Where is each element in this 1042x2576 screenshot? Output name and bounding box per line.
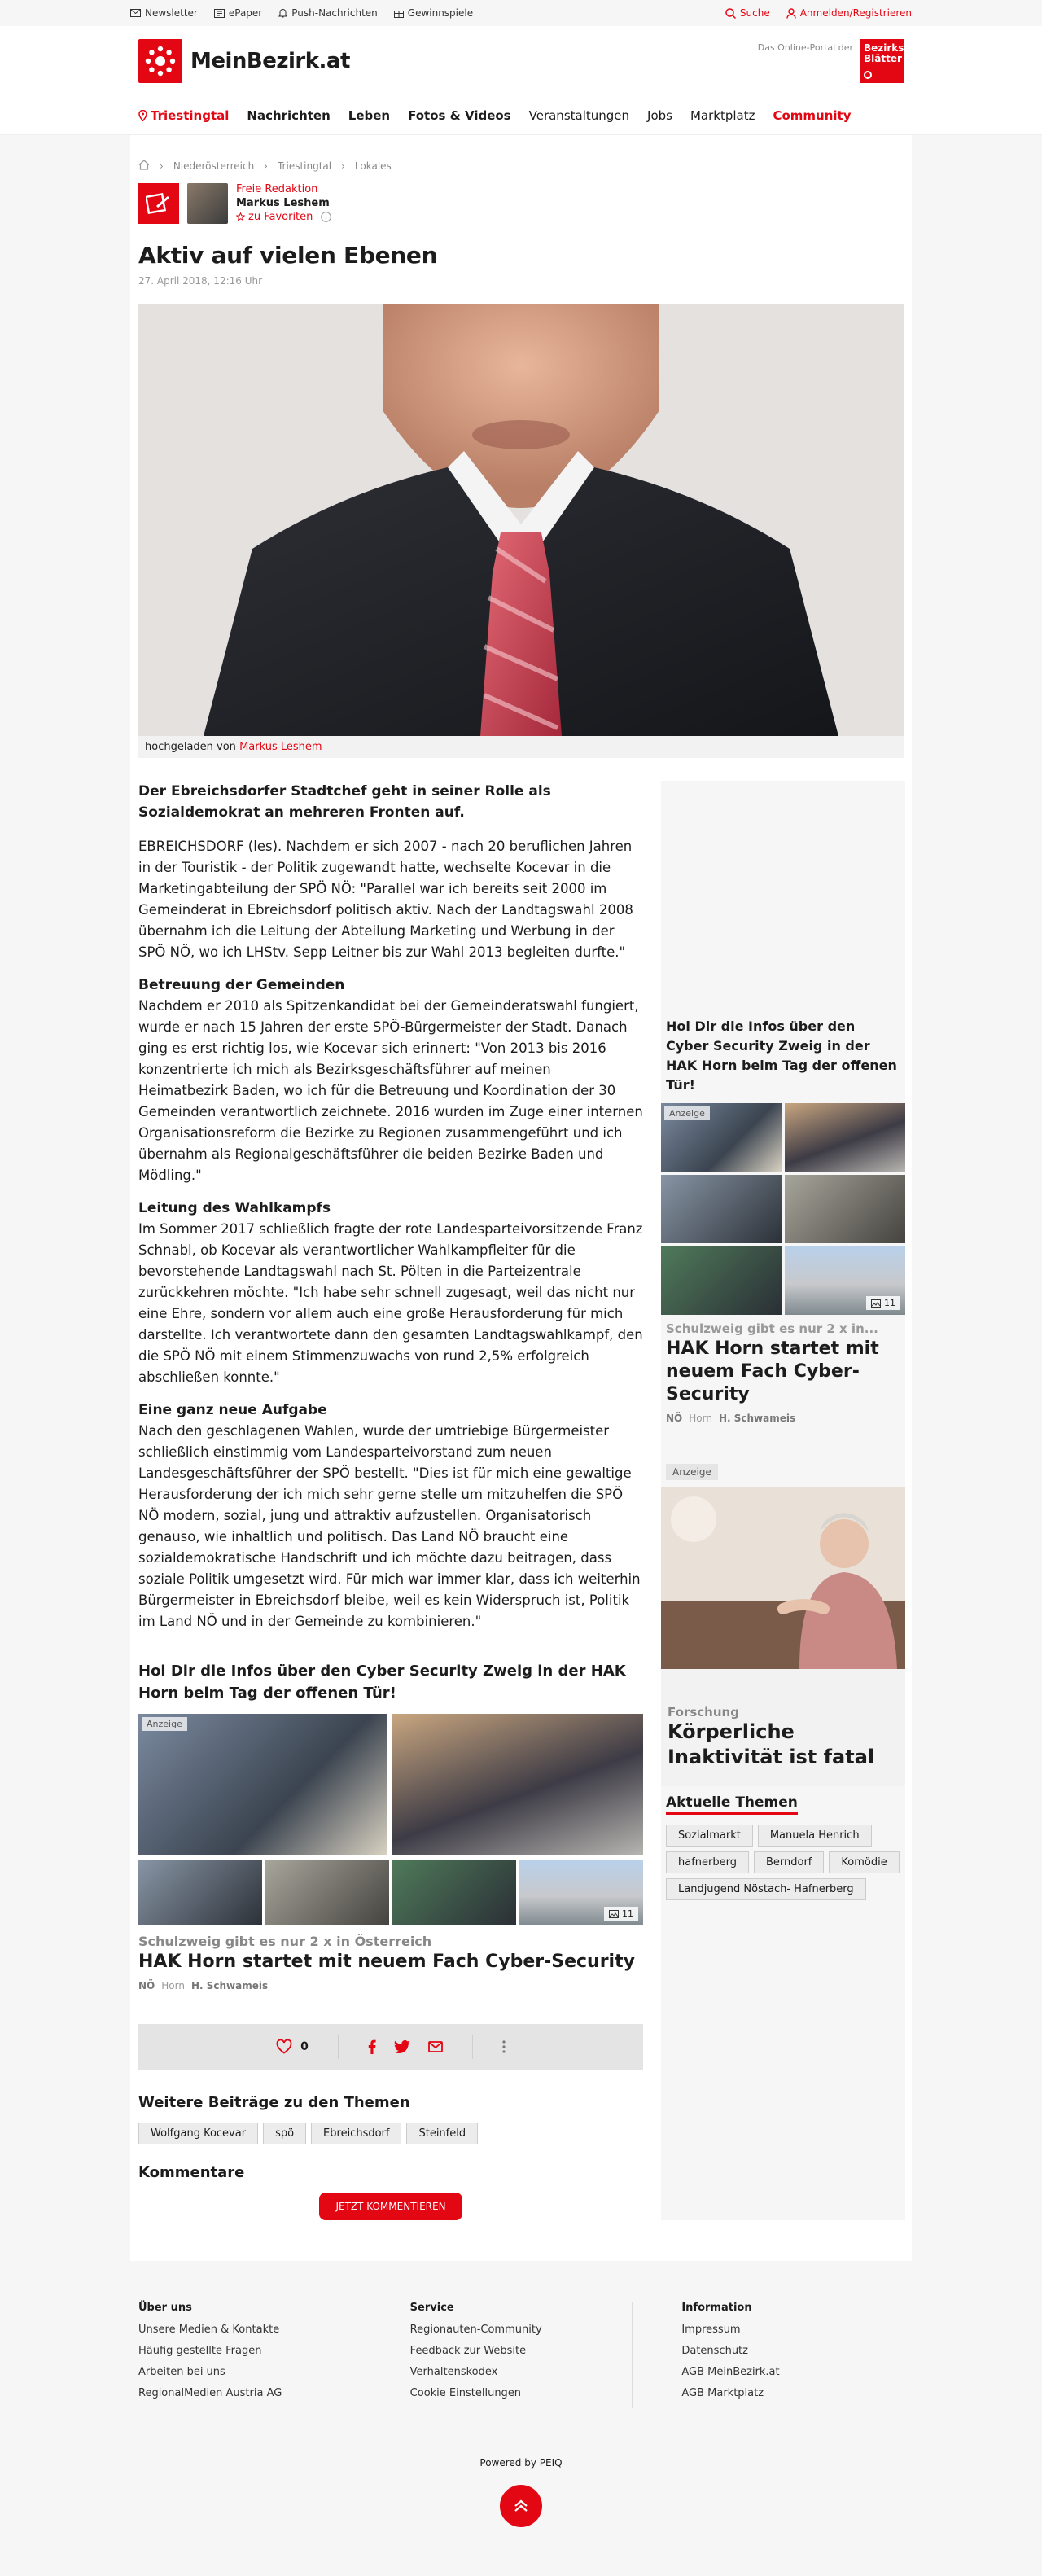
anzeige-badge: Anzeige <box>666 1464 718 1480</box>
nav-item-fotos-videos[interactable]: Fotos & Videos <box>408 108 511 123</box>
gallery-image[interactable] <box>265 1860 389 1925</box>
heart-icon <box>276 2039 292 2054</box>
teaser-author[interactable]: H. Schwameis <box>718 1413 796 1424</box>
gallery-image[interactable] <box>785 1103 905 1172</box>
footer-link[interactable]: Datenschutz <box>681 2345 748 2357</box>
powered-by[interactable]: Powered by PEIQ <box>479 2457 563 2469</box>
teaser-meta <box>138 1980 643 1991</box>
site-footer <box>130 2261 912 2425</box>
gallery-image[interactable] <box>661 1175 782 1243</box>
image-count: 11 <box>622 1908 633 1919</box>
sidebar-ad-slot <box>661 781 905 1017</box>
topic-tag[interactable]: Landjugend Nöstach- Hafnerberg <box>666 1878 866 1900</box>
sponsored-teaser[interactable] <box>138 1660 643 1991</box>
like-button[interactable] <box>247 2035 339 2059</box>
push-link[interactable] <box>278 7 378 19</box>
author-name[interactable]: Markus Leshem <box>236 197 330 209</box>
footer-link[interactable]: Feedback zur Website <box>409 2345 527 2357</box>
teaser-author[interactable]: H. Schwameis <box>190 1980 269 1991</box>
article-page <box>130 135 912 2261</box>
author-org[interactable]: Freie Redaktion <box>236 183 318 195</box>
logo-text: MeinBezirk.at <box>190 49 350 73</box>
nav-item-veranstaltungen[interactable]: Veranstaltungen <box>528 108 630 123</box>
epaper-link[interactable] <box>214 7 262 19</box>
action-bar <box>138 2024 643 2070</box>
footer-heading: Service <box>409 2302 454 2314</box>
article-paragraph: Nach den geschlagenen Wahlen, wurde der umtriebige Bürgermeister schließlich einstimmig vom Landesparteivorstand zum neuen Landesgeschäftsführer der SPÖ bestellt. "Dies ist für mich eine gewaltige Herausforderung der ich mich sehr gerne stelle um mitzuhelfen die SPÖ NÖ modern, sozial, jung und attraktiv aufzustellen. Organisatorisch genauso, wie inhaltlich und politisch. Das Land NÖ braucht eine sozialdemokratische Handschrift und ich möchte dazu beitragen, dass soziale Politik umgesetzt wird. Für mich war immer klar, dass ich weiterhin Bürgermeister in Ebreichsdorf bleibe, weil es kein Widerspruch ist, Politik im Land NÖ und in der Gemeinde zu kombinieren." <box>138 1423 641 1629</box>
footer-column-information <box>632 2302 904 2408</box>
gallery-image[interactable] <box>138 1714 387 1855</box>
article-paragraph: Nachdem er 2010 als Spitzenkandidat bei der Gemeinderatswahl fungiert, wurde er nach 15 Jahren der erste SPÖ-Bürgermeister der Stadt. Danach ging es erst richtig los, wie Kocevar sich erinnert: "Von 2013 bis 2016 konzentrierte ich mich als Bezirksgeschäftsführer auf meinen Heimatbezirk Baden, wo ich für die Betreuung und Koordination der 30 Gemeinden verantwortlich zeichnete. 2016 wurden im Zuge einer internen Organisationsreform die Bezirke zu Regionen zusammengeführt und ich übernahm als Regionalgeschäftsführer die beiden Bezirke Baden und Mödling." <box>138 998 643 1183</box>
footer-link[interactable]: Regionauten-Community <box>409 2324 542 2336</box>
avatar[interactable] <box>187 183 228 224</box>
epaper-label: ePaper <box>228 7 263 19</box>
chevron-right-icon: › <box>160 160 164 172</box>
sidebar-teaser-title[interactable]: HAK Horn startet mit neuem Fach Cyber-Security <box>666 1338 879 1404</box>
nav-item-marktplatz[interactable]: Marktplatz <box>690 108 755 123</box>
search-link[interactable] <box>725 7 770 19</box>
footer-column-ueber-uns <box>138 2302 361 2408</box>
trending-topics <box>661 1786 905 1913</box>
sidebar-sponsored-teaser[interactable] <box>661 1017 905 1424</box>
article-subheading: Betreuung der Gemeinden <box>138 977 345 993</box>
footer-link[interactable]: Cookie Einstellungen <box>409 2387 522 2399</box>
facebook-icon[interactable] <box>368 2039 376 2054</box>
newsletter-link[interactable] <box>130 7 198 19</box>
caption-author-link[interactable]: Markus Leshem <box>239 741 322 753</box>
footer-link[interactable]: RegionalMedien Austria AG <box>138 2387 282 2399</box>
bezirksblaetter-brand[interactable] <box>758 39 904 83</box>
nav-item-community[interactable]: Community <box>773 108 852 123</box>
teaser-place: Horn <box>161 1980 185 1991</box>
footer-link[interactable]: AGB MeinBezirk.at <box>681 2366 780 2378</box>
teaser-region: NÖ <box>666 1413 683 1424</box>
anzeige-badge: Anzeige <box>664 1106 710 1120</box>
topic-tag[interactable]: Komödie <box>829 1851 899 1873</box>
teaser-place: Horn <box>689 1413 712 1424</box>
sidebar-teaser-kicker: Schulzweig gibt es nur 2 x in... <box>666 1321 878 1336</box>
footer-link[interactable]: Impressum <box>681 2324 741 2336</box>
location-label: Triestingtal <box>151 108 230 123</box>
logo-mark-icon <box>138 39 182 83</box>
topic-tag[interactable]: hafnerberg <box>666 1851 749 1873</box>
teaser-title[interactable]: HAK Horn startet mit neuem Fach Cyber-Security <box>138 1952 635 1972</box>
article-subheading: Leitung des Wahlkampfs <box>138 1200 331 1216</box>
like-count: 0 <box>300 2040 309 2053</box>
teaser-image-gallery[interactable] <box>138 1714 643 1925</box>
sidebar-teaser-meta <box>661 1413 905 1424</box>
related-topics-tags <box>138 2123 643 2144</box>
topic-tag[interactable]: Ebreichsdorf <box>311 2123 401 2144</box>
topic-tag[interactable]: Berndorf <box>754 1851 824 1873</box>
gallery-image[interactable] <box>785 1246 905 1315</box>
chevron-right-icon: › <box>264 160 268 172</box>
gallery-image[interactable] <box>138 1860 262 1925</box>
user-icon <box>786 8 796 19</box>
gewinnspiele-link[interactable] <box>394 7 473 19</box>
article-lead: Der Ebreichsdorfer Stadtchef geht in seiner Rolle als Sozialdemokrat an mehreren Fronten auf. <box>138 783 551 821</box>
bb-line2: Blätter <box>864 53 902 64</box>
share-group <box>339 2035 473 2059</box>
sidebar <box>661 781 905 2220</box>
topic-tag[interactable]: Manuela Henrich <box>758 1825 872 1847</box>
topic-tag[interactable]: Steinfeld <box>406 2123 478 2144</box>
article-subheading: Eine ganz neue Aufgabe <box>138 1402 327 1418</box>
article-date: 27. April 2018, 12:16 Uhr <box>138 275 263 287</box>
chevron-double-up-icon <box>514 2499 528 2512</box>
twitter-icon[interactable] <box>394 2040 410 2053</box>
nav-item-leben[interactable]: Leben <box>348 108 391 123</box>
teaser-kicker: Schulzweig gibt es nur 2 x in Österreich <box>138 1934 432 1949</box>
gallery-image[interactable] <box>392 1714 643 1855</box>
author-row <box>138 182 904 224</box>
related-topics-heading: Weitere Beiträge zu den Themen <box>138 2094 410 2111</box>
comments-heading: Kommentare <box>138 2164 245 2181</box>
teaser-heading[interactable]: Hol Dir die Infos über den Cyber Security Zweig in der HAK Horn beim Tag der offenen Tür! <box>138 1663 626 1702</box>
breadcrumb-item[interactable]: Niederösterreich <box>173 160 255 172</box>
bb-line1: Bezirks <box>864 42 904 54</box>
search-icon <box>725 8 736 19</box>
star-icon <box>236 212 245 221</box>
trending-topics-heading: Aktuelle Themen <box>666 1794 798 1815</box>
image-count: 11 <box>884 1298 895 1308</box>
gallery-image[interactable] <box>785 1175 905 1243</box>
gift-icon <box>394 8 404 18</box>
topic-tag[interactable]: Wolfgang Kocevar <box>138 2123 258 2144</box>
sidebar-teaser-heading[interactable]: Hol Dir die Infos über den Cyber Security Zweig in der HAK Horn beim Tag der offenen Tür! <box>666 1019 897 1093</box>
ad-image[interactable] <box>661 1487 905 1669</box>
info-icon[interactable] <box>321 212 331 222</box>
anzeige-badge: Anzeige <box>142 1717 187 1731</box>
home-icon[interactable] <box>138 160 150 173</box>
image-icon <box>871 1299 881 1308</box>
gallery-image[interactable] <box>392 1860 516 1925</box>
footer-column-service <box>361 2302 633 2408</box>
breadcrumb-item[interactable]: Lokales <box>354 160 392 172</box>
map-pin-icon <box>138 110 147 121</box>
image-icon <box>609 1910 619 1918</box>
newsletter-label: Newsletter <box>145 7 198 19</box>
ad-title[interactable]: Körperliche Inaktivität ist fatal <box>668 1720 875 1768</box>
gallery-image[interactable] <box>661 1103 782 1172</box>
portrait-photo <box>138 304 904 736</box>
more-vertical-icon <box>502 2040 506 2053</box>
footer-heading: Information <box>681 2302 752 2314</box>
gallery-image[interactable] <box>661 1246 782 1315</box>
search-label: Suche <box>739 7 770 19</box>
teaser-region: NÖ <box>138 1980 155 1991</box>
gallery-image[interactable] <box>519 1860 643 1925</box>
article-hero-image[interactable] <box>138 304 904 736</box>
site-logo[interactable] <box>138 39 350 83</box>
footer-link[interactable]: Häufig gestellte Fragen <box>138 2345 262 2357</box>
topic-tag[interactable]: spö <box>263 2123 306 2144</box>
more-options-button[interactable] <box>473 2035 535 2059</box>
article-body <box>138 781 643 2220</box>
push-label: Push-Nachrichten <box>291 7 378 19</box>
article-paragraph: Im Sommer 2017 schließlich fragte der rote Landesparteivorsitzende Franz Schnabl, ob Kocevar als verantwortlicher Wahlkampfleiter für die bevorstehende Landtagswahl nach St. Pölten in die Parteizentrale zurückkehren möchte. "Ich habe sehr schnell zugesagt, weil das nicht nur eine Ehre, sondern vor allem auch eine große Herausforderung für mich darstellte. Ich verantwortete dann den gesamten Landtagswahlkampf, den die SPÖ NÖ mit einem Stimmenzuwachs von rund 2,5% erfolgreich abschließen konnte." <box>138 1221 643 1385</box>
location-selector[interactable] <box>138 108 229 123</box>
caption-prefix: hochgeladen von <box>145 741 236 753</box>
sidebar-ad[interactable] <box>661 1463 905 1786</box>
bezirksblaetter-logo <box>860 39 904 83</box>
main-navigation <box>0 96 1042 135</box>
footer-link[interactable]: Arbeiten bei uns <box>138 2366 225 2378</box>
image-count-badge <box>866 1296 900 1310</box>
top-utility-bar <box>0 0 1042 26</box>
ad-kicker: Forschung <box>668 1705 739 1720</box>
image-count-badge <box>604 1907 638 1921</box>
nav-item-jobs[interactable]: Jobs <box>647 108 672 123</box>
article-paragraph: EBREICHSDORF (les). Nachdem er sich 2007 - nach 20 beruflichen Jahren in der Touristik - der Politik zugewandt hatte, wechselte Kocevar in die Marketingabteilung der SPÖ NÖ: "Parallel war ich bereits seit 2000 im Gemeinderat in Ebreichsdorf politisch aktiv. Nach der Landtagswahl 2008 übernahm ich die Leitung der Abteilung Marketing und Werbung in der SPÖ NÖ, wo ich LHStv. Sepp Leitner bis zur Wahl 2013 begleiten durfte." <box>138 839 633 960</box>
footer-link[interactable]: AGB Marktplatz <box>681 2387 764 2399</box>
gewinnspiele-label: Gewinnspiele <box>407 7 474 19</box>
sidebar-image-gallery[interactable] <box>661 1103 905 1315</box>
breadcrumb <box>138 160 904 173</box>
chevron-right-icon: › <box>341 160 345 172</box>
comment-button[interactable]: JETZT KOMMENTIEREN <box>319 2193 462 2220</box>
article-title: Aktiv auf vielen Ebenen <box>138 242 438 269</box>
favorite-button[interactable] <box>236 210 331 224</box>
topic-tag[interactable]: Sozialmarkt <box>666 1825 753 1847</box>
site-header <box>0 26 1042 96</box>
login-link[interactable] <box>786 7 912 19</box>
footer-heading: Über uns <box>138 2302 192 2314</box>
image-caption <box>138 736 904 758</box>
portal-text: Das Online-Portal der <box>757 42 853 53</box>
scroll-to-top-button[interactable] <box>500 2485 542 2527</box>
footer-link[interactable]: Verhaltenskodex <box>409 2366 498 2378</box>
nav-item-nachrichten[interactable]: Nachrichten <box>247 108 331 123</box>
favorite-label: zu Favoriten <box>248 211 313 223</box>
mail-icon <box>130 9 141 17</box>
footer-link[interactable]: Unsere Medien & Kontakte <box>138 2324 280 2336</box>
freie-redaktion-logo[interactable] <box>138 183 179 224</box>
breadcrumb-item[interactable]: Triestingtal <box>277 160 332 172</box>
mail-icon[interactable] <box>428 2041 443 2052</box>
login-label: Anmelden/Registrieren <box>799 7 912 19</box>
bell-icon <box>278 8 287 18</box>
newspaper-icon <box>214 9 225 18</box>
